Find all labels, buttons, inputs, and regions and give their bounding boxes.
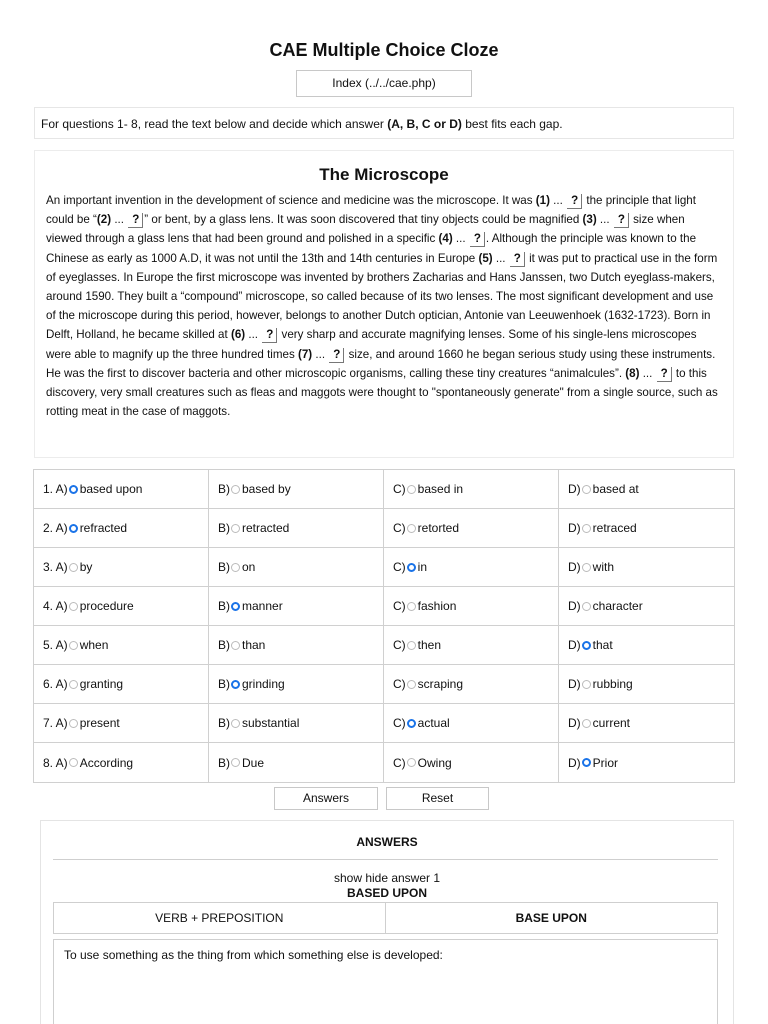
article-text-segment: size when viewed through a glass lens that had been ground and polished in a specific: [46, 213, 685, 246]
definition-box: To use something as the thing from which something else is developed:: [53, 939, 718, 1024]
radio-button[interactable]: [407, 758, 416, 767]
radio-button[interactable]: [582, 719, 591, 728]
answer-option[interactable]: [559, 704, 734, 742]
answer-option[interactable]: [34, 626, 209, 664]
gap-hint-button[interactable]: ?: [128, 213, 143, 228]
option-letter: C): [393, 755, 406, 770]
answer-option[interactable]: [384, 743, 559, 782]
option-letter: D): [568, 521, 581, 535]
answer-option[interactable]: [384, 587, 559, 625]
answer-option[interactable]: [384, 470, 559, 508]
instructions-bold: (A, B, C or D): [387, 117, 462, 131]
question-row: [34, 548, 734, 587]
gap-hint-button[interactable]: ?: [567, 194, 582, 209]
option-text: then: [417, 638, 442, 652]
gap-number: (8): [625, 366, 640, 380]
option-letter: 8. A): [43, 755, 68, 770]
option-text: based at: [592, 482, 639, 496]
option-letter: C): [393, 716, 406, 730]
radio-button[interactable]: [231, 680, 240, 689]
radio-button[interactable]: [69, 719, 78, 728]
option-letter: D): [568, 560, 581, 574]
answer-option[interactable]: [559, 548, 734, 586]
article-text-segment: very sharp and accurate magnifying lenses. Some of his single-lens microscopes were able to magnify up the three hundred times: [46, 328, 697, 361]
option-text: when: [79, 638, 109, 652]
option-letter: D): [568, 677, 581, 691]
option-text: by: [79, 560, 93, 574]
option-letter: B): [218, 755, 230, 770]
option-letter: D): [568, 638, 581, 652]
radio-button[interactable]: [231, 719, 240, 728]
option-text: retracted: [242, 521, 290, 535]
option-text: on: [242, 560, 256, 574]
option-letter: C): [393, 677, 406, 691]
divider: [53, 859, 718, 860]
option-letter: D): [568, 599, 581, 613]
option-text: with: [592, 560, 615, 574]
question-row: [34, 587, 734, 626]
option-letter: D): [568, 716, 581, 730]
answer-option[interactable]: [34, 470, 209, 508]
option-text: fashion: [417, 599, 457, 613]
option-letter: 6. A): [43, 677, 68, 691]
option-letter: 3. A): [43, 560, 68, 574]
article-text-segment: An important invention in the development of science and medicine was the microscope. It was: [46, 194, 536, 207]
instructions-suffix: best fits each gap.: [461, 117, 563, 131]
radio-button[interactable]: [69, 758, 78, 767]
question-row: [34, 509, 734, 548]
option-text: substantial: [242, 716, 300, 730]
answer-option[interactable]: [209, 626, 384, 664]
article-text-segment: the principle that light could be “: [46, 194, 696, 227]
option-text: retorted: [417, 521, 460, 535]
answers-panel: [40, 820, 734, 1024]
answer-option[interactable]: [559, 743, 734, 782]
gap-number: (4): [438, 232, 453, 246]
answer-option[interactable]: [34, 548, 209, 586]
answer-option[interactable]: [209, 548, 384, 586]
radio-button[interactable]: [407, 680, 416, 689]
answer-option[interactable]: [559, 665, 734, 703]
option-text: in: [417, 560, 428, 574]
radio-button[interactable]: [407, 719, 416, 728]
option-text: Due: [242, 755, 265, 770]
option-letter: B): [218, 599, 230, 613]
answer-option[interactable]: [559, 626, 734, 664]
option-letter: C): [393, 482, 406, 496]
gap-hint-button[interactable]: ?: [470, 232, 485, 247]
article-title: The Microscope: [319, 165, 449, 184]
article-text-segment: . Although the principle was known to the Chinese as early as 1000 A.D, it was not until the 13th and 14th centuries in Europe: [46, 232, 697, 265]
radio-button[interactable]: [407, 524, 416, 533]
radio-button[interactable]: [582, 524, 591, 533]
gap-number: (2): [96, 213, 112, 227]
option-letter: B): [218, 482, 230, 496]
option-letter: 4. A): [43, 599, 68, 613]
option-letter: B): [218, 716, 230, 730]
answer-option[interactable]: [384, 626, 559, 664]
option-letter: D): [568, 482, 581, 496]
radio-button[interactable]: [69, 485, 78, 494]
answer-option[interactable]: [559, 509, 734, 547]
article-text-segment: ” or bent, by a glass lens. It was soon discovered that tiny objects could be magnified: [144, 213, 583, 227]
answer-option[interactable]: [209, 587, 384, 625]
answer-option[interactable]: [559, 470, 734, 508]
question-row: [34, 704, 734, 743]
gap-number: (7): [298, 347, 313, 361]
radio-button[interactable]: [69, 524, 78, 533]
radio-button[interactable]: [407, 641, 416, 650]
option-letter: C): [393, 560, 406, 574]
option-text: character: [592, 599, 643, 613]
radio-button[interactable]: [231, 563, 240, 572]
option-letter: 7. A): [43, 716, 68, 730]
question-row: [34, 470, 734, 509]
radio-button[interactable]: [582, 563, 591, 572]
gap-number: (3): [582, 213, 597, 227]
radio-button[interactable]: [231, 485, 240, 494]
question-row: [34, 626, 734, 665]
answer-option[interactable]: [384, 665, 559, 703]
option-text: Prior: [592, 755, 619, 770]
answer-option[interactable]: [559, 587, 734, 625]
gap-hint-button[interactable]: ?: [329, 348, 344, 363]
article-text-segment: it was put to practical use in the form of eyeglasses. In Europe the first microscope was invented by brothers Zacharias and Hans Janssen, two Dutch eyeglass-makers, around 1590. They built a “compound” microscope, so called because of its two lenses. The most significant development and use of the microscope during this period, however, belongs to another Dutch optician, Antonie van Leeuwenhoek (1632-1723). Born in Delft, Holland, he became skilled at: [46, 251, 718, 342]
gap-hint-button[interactable]: ?: [510, 252, 525, 267]
option-text: rubbing: [592, 677, 633, 691]
article-text-segment: to this discovery, very small creatures such as fleas and maggots were thought to "spontaneously generate" from a single source, such as rotting meat in the case of maggots.: [46, 366, 718, 419]
option-text: procedure: [79, 599, 134, 613]
option-text: than: [242, 638, 266, 652]
option-letter: C): [393, 599, 406, 613]
radio-button[interactable]: [407, 602, 416, 611]
radio-button[interactable]: [69, 641, 78, 650]
option-text: current: [592, 716, 631, 730]
radio-button[interactable]: [231, 602, 240, 611]
radio-button[interactable]: [231, 641, 240, 650]
option-letter: 2. A): [43, 521, 68, 535]
option-text: that: [592, 638, 613, 652]
option-letter: 1. A): [43, 482, 68, 496]
answer-grid: [33, 469, 735, 783]
article-body: An important invention in the development of science and medicine was the microscope. It was (1) ... ? the principle that light could be “(2) ... ? ” or bent, by a glass lens. It was soon discovered that tiny objects could be magnified (3) ... ? size when viewed through a glass lens that had been ground and polished in a specific (4) ... ? . Although the principle was known to the Chinese as early as 1000 A.D, it was not until the 13th and 14th centuries in Europe (5) ... ? it was put to practical use in the form of eyeglasses. In Europe the first microscope was invented by brothers Zacharias and Hans Janssen, two Dutch eyeglass-makers, around 1590. They built a “compound” microscope, so called because of its two lenses. The most significant development and use of the microscope during this period, however, belongs to another Dutch optician, Antonie van Leeuwenhoek (1632-1723). Born in Delft, Holland, he became skilled at (6) ... ? very sharp and accurate magnifying lenses. Some of his single-lens microscopes were able to magnify up the three hundred times (7) ... ? size, and around 1660 he began serious study using these instruments. He was the first to discover bacteria and other microscopic organisms, calling these tiny creatures “animalcules”. (8) ... ? to this discovery, very small creatures such as fleas and maggots were thought to "spontaneously generate" from a single source, such as rotting meat in the case of maggots.: [46, 194, 718, 419]
answer-table: [53, 902, 718, 934]
answer-option[interactable]: [34, 509, 209, 547]
answers-heading: ANSWERS: [356, 835, 418, 849]
article-text-segment: size, and around 1660 he began serious study using these instruments. He was the first to discover bacteria and other microscopic organisms, calling these tiny creatures “animalcules”.: [46, 347, 716, 380]
option-letter: C): [393, 638, 406, 652]
answer-option[interactable]: [384, 509, 559, 547]
radio-button[interactable]: [231, 524, 240, 533]
answers-button[interactable]: Answers: [274, 787, 378, 810]
radio-button[interactable]: [69, 680, 78, 689]
answer-option[interactable]: [34, 704, 209, 742]
answer-option[interactable]: [34, 665, 209, 703]
radio-button[interactable]: [407, 563, 416, 572]
option-text: grinding: [242, 677, 285, 691]
gap-number: (5): [478, 251, 493, 265]
option-text: retraced: [592, 521, 637, 535]
gap-hint-button[interactable]: ?: [614, 213, 629, 228]
radio-button[interactable]: [407, 485, 416, 494]
answer-option[interactable]: [384, 548, 559, 586]
answer-option[interactable]: [209, 704, 384, 742]
answer-word: BASED UPON: [346, 886, 427, 900]
radio-button[interactable]: [582, 485, 591, 494]
option-text: scraping: [417, 677, 464, 691]
question-row: [34, 743, 734, 782]
base-form-cell: BASE UPON: [515, 911, 587, 925]
article-box: [34, 150, 734, 458]
radio-button[interactable]: [582, 641, 591, 650]
radio-button[interactable]: [231, 758, 240, 767]
radio-button[interactable]: [69, 563, 78, 572]
answer-option[interactable]: [209, 665, 384, 703]
option-letter: C): [393, 521, 406, 535]
question-row: [34, 665, 734, 704]
answer-option[interactable]: [209, 743, 384, 782]
option-text: actual: [417, 716, 450, 730]
option-letter: B): [218, 677, 230, 691]
reset-button[interactable]: Reset: [386, 787, 489, 810]
grammar-cell: VERB + PREPOSITION: [54, 903, 386, 933]
option-text: According: [79, 755, 134, 770]
option-text: based in: [417, 482, 464, 496]
gap-hint-button[interactable]: ?: [657, 367, 672, 382]
radio-button[interactable]: [69, 602, 78, 611]
option-text: based upon: [79, 482, 143, 496]
option-letter: B): [218, 521, 230, 535]
option-text: based by: [242, 482, 291, 496]
answer-option[interactable]: [34, 587, 209, 625]
answer-option[interactable]: [384, 704, 559, 742]
option-text: manner: [242, 599, 283, 613]
option-text: refracted: [79, 521, 128, 535]
show-hide-link[interactable]: show hide answer 1: [333, 871, 441, 885]
index-link[interactable]: Index (../../cae.php): [296, 70, 472, 97]
gap-number: (1): [535, 194, 550, 207]
instructions: [34, 107, 734, 139]
answer-option[interactable]: [209, 509, 384, 547]
option-text: granting: [79, 677, 124, 691]
gap-hint-button[interactable]: ?: [262, 328, 277, 343]
option-letter: B): [218, 638, 230, 652]
answer-option[interactable]: [34, 743, 209, 782]
option-letter: D): [568, 755, 581, 770]
answer-option[interactable]: [209, 470, 384, 508]
radio-button[interactable]: [582, 602, 591, 611]
radio-button[interactable]: [582, 758, 591, 767]
instructions-prefix: For questions 1- 8, read the text below and decide which answer: [41, 117, 388, 131]
gap-number: (6): [230, 328, 246, 342]
option-text: Owing: [417, 755, 452, 770]
option-letter: B): [218, 560, 230, 574]
radio-button[interactable]: [582, 680, 591, 689]
option-text: present: [79, 716, 120, 730]
option-letter: 5. A): [43, 638, 68, 652]
page-title: CAE Multiple Choice Cloze: [269, 40, 499, 60]
